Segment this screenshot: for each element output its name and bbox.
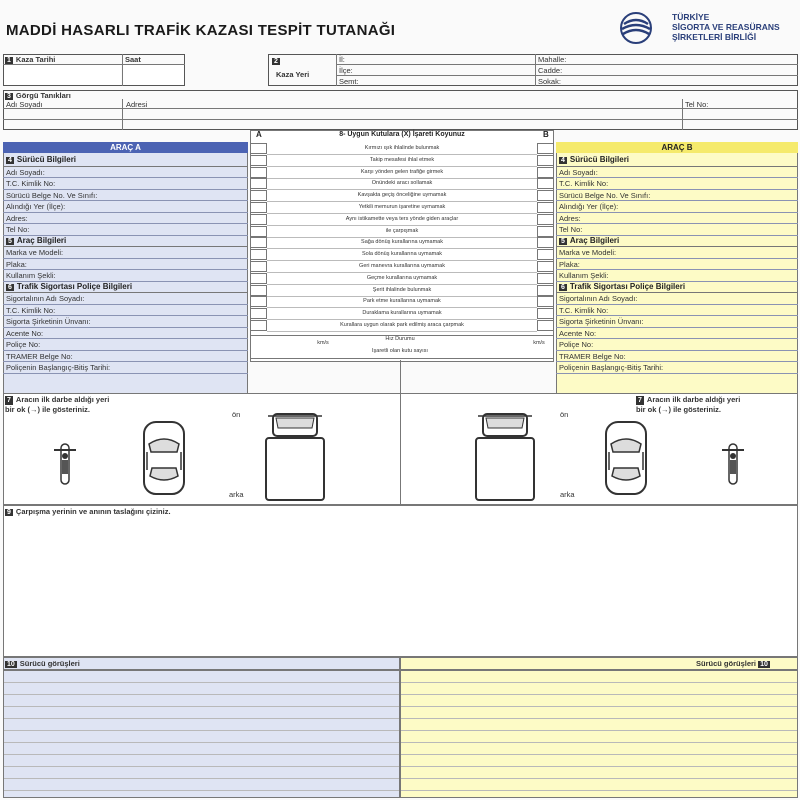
criteria-checkbox-b[interactable] (537, 237, 554, 248)
criteria-label: Kavşakta geçiş önceliğine uymamak (357, 192, 447, 198)
accident-date-label: 1 Kaza Tarihi (7, 55, 56, 64)
mahalle-label: Mahalle: (538, 55, 567, 64)
policy-section-title-a: 6 Trafik Sigortası Poliçe Bilgileri (8, 281, 133, 291)
vehicle-section-title-a: 5 Araç Bilgileri (8, 235, 67, 245)
sketch-area[interactable] (3, 505, 798, 657)
vehicle-section-title-b: 5 Araç Bilgileri (561, 235, 620, 245)
rear-label-a: arka (229, 490, 244, 499)
vehicle-field-label-b: Marka ve Modeli: (559, 248, 617, 257)
policy-field-label-a: Sigortalının Adı Soyadı: (6, 294, 85, 303)
criteria-checkbox-b[interactable] (537, 273, 554, 284)
truck-icon[interactable] (470, 410, 540, 502)
criteria-checkbox-b[interactable] (537, 320, 554, 331)
criteria-checkbox-a[interactable] (250, 167, 267, 178)
driver-field-label-a: Adı Soyadı: (6, 168, 45, 177)
driver-field-label-b: Adı Soyadı: (559, 168, 598, 177)
driver-field-label-b: Adres: (559, 214, 581, 223)
vehicle-field-label-a: Marka ve Modeli: (6, 248, 64, 257)
ilce-label: İlçe: (339, 66, 353, 75)
criteria-checkbox-b[interactable] (537, 202, 554, 213)
policy-field-label-b: TRAMER Belge No: (559, 352, 626, 361)
policy-field-label-a: Sigorta Şirketinin Ünvanı: (6, 317, 91, 326)
driver-field-label-a: Tel No: (6, 225, 30, 234)
criteria-label: Kurallara uygun olarak park edilmiş araca çarpmak (340, 322, 464, 328)
car-icon[interactable] (140, 418, 188, 498)
accident-time-label: Saat (125, 55, 141, 64)
driver-field-label-a: Alındığı Yer (İlçe): (6, 202, 66, 211)
criteria-checkbox-a[interactable] (250, 296, 267, 307)
policy-field-label-a: Poliçenin Başlangıç-Bitiş Tarihi: (6, 363, 111, 372)
vehicle-field-label-a: Kullanım Şekli: (6, 271, 56, 280)
policy-field-label-b: Poliçenin Başlangıç-Bitiş Tarihi: (559, 363, 664, 372)
criteria-label: Geri manevra kurallarına uymamak (359, 263, 445, 269)
motorcycle-icon[interactable] (720, 440, 746, 490)
front-label-a: ön (232, 410, 241, 419)
driver-opinion-label-a: 10 Sürücü görüşleri (7, 659, 80, 668)
criteria-checkbox-b[interactable] (537, 308, 554, 319)
criteria-checkbox-b[interactable] (537, 190, 554, 201)
policy-field-label-b: Poliçe No: (559, 340, 594, 349)
policy-field-label-a: Acente No: (6, 329, 44, 338)
rear-label-b: arka (560, 490, 575, 499)
criteria-checkbox-b[interactable] (537, 226, 554, 237)
criteria-checkbox-a[interactable] (250, 237, 267, 248)
driver-field-label-b: Tel No: (559, 225, 583, 234)
criteria-label: Şerit ihlalinde bulunmak (372, 287, 432, 293)
witness-tel-label: Tel No: (685, 100, 709, 109)
car-icon[interactable] (602, 418, 650, 498)
accident-date-field[interactable] (4, 65, 121, 85)
driver-field-label-a: Sürücü Belge No. Ve Sınıfı: (6, 191, 98, 200)
sketch-label: 9 Çarpışma yerinin ve anının taslağını çiziniz. (7, 507, 171, 516)
criteria-checkbox-a[interactable] (250, 285, 267, 296)
witness-address-label: Adresi (126, 100, 148, 109)
semt-label: Semt: (339, 77, 359, 86)
truck-icon[interactable] (260, 410, 330, 502)
vehicle-a-header: ARAÇ A (3, 142, 248, 153)
criteria-checkbox-b[interactable] (537, 285, 554, 296)
policy-field-label-b: Acente No: (559, 329, 597, 338)
sokak-label: Sokak: (538, 77, 561, 86)
speed-unit-a: km/s (317, 340, 329, 346)
criteria-checkbox-a[interactable] (250, 249, 267, 260)
il-label: İl: (339, 55, 345, 64)
policy-section-title-b: 6 Trafik Sigortası Poliçe Bilgileri (561, 281, 686, 291)
column-b-letter: B (543, 130, 549, 139)
criteria-label: Geçme kurallarına uymamak (366, 275, 438, 281)
criteria-checkbox-a[interactable] (250, 320, 267, 331)
criteria-checkbox-b[interactable] (537, 261, 554, 272)
vehicle-b-header: ARAÇ B (556, 142, 798, 153)
criteria-checkbox-a[interactable] (250, 178, 267, 189)
criteria-label: Karşı yönden gelen trafiğe girmek (360, 169, 444, 175)
vehicle-field-label-a: Plaka: (6, 260, 27, 269)
criteria-checkbox-b[interactable] (537, 143, 554, 154)
checked-box-count-label: İşaretli olan kutu sayısı (372, 348, 428, 354)
impact-label-b: 7 Aracın ilk darbe aldığı yeri bir ok (→) ile gösteriniz. (636, 395, 741, 414)
criteria-checkbox-b[interactable] (537, 167, 554, 178)
driver-section-title-a: 4 Sürücü Bilgileri (8, 155, 77, 164)
criteria-label: Kırmızı ışık ihlalinde bulunmak (364, 145, 440, 151)
criteria-checkbox-b[interactable] (537, 249, 554, 260)
criteria-checkbox-b[interactable] (537, 155, 554, 166)
criteria-label: Duraklama kurallarına uymamak (362, 310, 442, 316)
vehicle-field-label-b: Kullanım Şekli: (559, 271, 609, 280)
speed-unit-b: km/s (533, 340, 545, 346)
driver-field-label-b: Alındığı Yer (İlçe): (559, 202, 619, 211)
criteria-checkbox-a[interactable] (250, 190, 267, 201)
criteria-checkbox-a[interactable] (250, 214, 267, 225)
motorcycle-icon[interactable] (52, 440, 78, 490)
criteria-label: Aynı istikamette veya ters yönde giden araçlar (345, 216, 459, 222)
driver-opinion-label-b: Sürücü görüşleri 10 (696, 659, 768, 668)
criteria-label: Park etme kurallarına uymamak (363, 298, 441, 304)
criteria-checkbox-b[interactable] (537, 178, 554, 189)
vehicle-field-label-b: Plaka: (559, 260, 580, 269)
cadde-label: Cadde: (538, 66, 563, 75)
criteria-checkbox-a[interactable] (250, 226, 267, 237)
policy-field-label-b: Sigorta Şirketinin Ünvanı: (559, 317, 644, 326)
impact-label-a: 7 Aracın ilk darbe aldığı yeri bir ok (→) ile gösteriniz. (5, 395, 110, 414)
driver-section-title-b: 4 Sürücü Bilgileri (561, 155, 630, 164)
policy-field-label-a: T.C. Kimlik No: (6, 306, 56, 315)
criteria-checkbox-a[interactable] (250, 261, 267, 272)
driver-opinion-area-a[interactable] (3, 670, 400, 798)
criteria-label: Sağa dönüş kurallarına uymamak (361, 239, 443, 245)
criteria-checkbox-b[interactable] (537, 214, 554, 225)
criteria-header: 8- Uygun Kutulara (X) İşareti Koyunuz (339, 131, 465, 138)
driver-field-label-a: T.C. Kimlik No: (6, 179, 56, 188)
policy-field-label-a: Poliçe No: (6, 340, 41, 349)
accident-time-field[interactable] (123, 65, 184, 85)
speed-label: Hız Durumu (385, 336, 415, 342)
criteria-checkbox-a[interactable] (250, 202, 267, 213)
policy-field-label-b: T.C. Kimlik No: (559, 306, 609, 315)
logo-text: TÜRKİYE SİGORTA VE REASÜRANS ŞİRKETLERİ BİRLİĞİ (672, 12, 780, 42)
accident-place-label: Kaza Yeri (276, 70, 310, 79)
criteria-label: Takip mesafesi ihlal etmek (369, 157, 435, 163)
policy-field-label-b: Sigortalının Adı Soyadı: (559, 294, 638, 303)
criteria-checkbox-a[interactable] (250, 308, 267, 319)
criteria-checkbox-a[interactable] (250, 143, 267, 154)
page-title: MADDİ HASARLI TRAFİK KAZASI TESPİT TUTANAĞI (6, 22, 396, 39)
criteria-label: Yetkili memurun işaretine uymamak (358, 204, 446, 210)
driver-opinion-area-b[interactable] (400, 670, 798, 798)
criteria-label: ile çarpışmak (385, 228, 419, 234)
criteria-checkbox-b[interactable] (537, 296, 554, 307)
criteria-label: Önündeki aracı sollamak (371, 180, 433, 186)
column-a-letter: A (256, 130, 262, 139)
witness-name-label: Adı Soyadı (6, 100, 43, 109)
front-label-b: ön (560, 410, 569, 419)
policy-field-label-a: TRAMER Belge No: (6, 352, 73, 361)
driver-field-label-a: Adres: (6, 214, 28, 223)
driver-field-label-b: T.C. Kimlik No: (559, 179, 609, 188)
driver-field-label-b: Sürücü Belge No. Ve Sınıfı: (559, 191, 651, 200)
witness-label: 3 Görgü Tanıkları (7, 91, 71, 100)
section-2-number: 2 (274, 58, 278, 65)
criteria-checkbox-a[interactable] (250, 273, 267, 284)
criteria-checkbox-a[interactable] (250, 155, 267, 166)
criteria-label: Sola dönüş kurallarına uymamak (361, 251, 443, 257)
